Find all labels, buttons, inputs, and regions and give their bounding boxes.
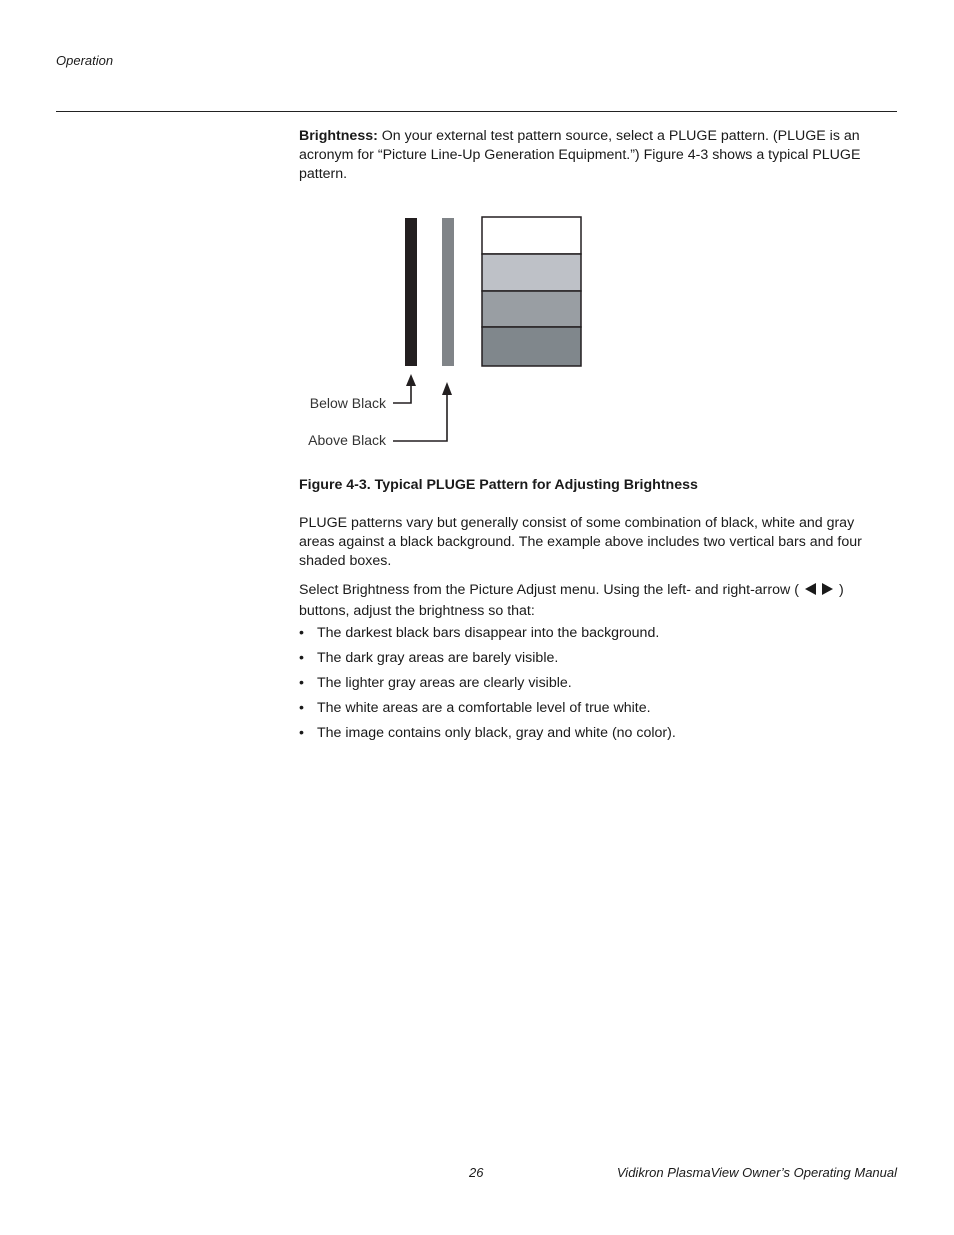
bullet-icon: • [299,650,304,666]
below-black-label: Below Black [309,395,386,411]
instructions-before: Select Brightness from the Picture Adjust menu. Using the left- and right-arrow ( [299,582,799,598]
header-rule [56,111,897,112]
figure-caption: Figure 4-3. Typical PLUGE Pattern for Adjusting Brightness [299,477,698,493]
arrowhead-up-icon [442,382,452,395]
list-item: • The white areas are a comfortable level of true white. [299,700,651,716]
bullet-icon: • [299,725,304,741]
right-triangle-icon [822,583,833,595]
below-black-pointer [393,374,416,403]
instructions-paragraph [299,581,884,621]
manual-title: Vidikron PlasmaView Owner’s Operating Manual [616,1165,897,1180]
list-item: • The darkest black bars disappear into the background. [299,625,660,641]
intro-paragraph [299,127,884,184]
pluge-description: PLUGE patterns vary but generally consist of some combination of black, white and gray areas against a black background. The example above includes two vertical bars and four shaded boxes. [299,515,862,569]
bullet-icon: • [299,700,304,716]
below-black-bar [405,218,417,366]
list-item: • The image contains only black, gray and white (no color). [299,725,676,741]
arrow-buttons-glyphs [801,582,837,602]
above-black-pointer [393,382,452,441]
box-dark-gray [482,327,581,366]
above-black-label: Above Black [308,432,386,448]
box-mid-gray [482,291,581,327]
left-triangle-icon [805,583,816,595]
list-item: • The dark gray areas are barely visible. [299,650,559,666]
adjustment-checklist [299,624,884,749]
bullet-icon: • [299,675,304,691]
running-header: Operation [56,53,114,68]
instructions-after: ) buttons, adjust the brightness so that: [299,582,844,619]
page-number: 26 [469,1165,484,1180]
box-light-gray [482,254,581,291]
pluge-pattern-figure [295,210,595,455]
box-white [482,217,581,254]
intro-text: On your external test pattern source, select a PLUGE pattern. (PLUGE is an acronym for “Picture Line-Up Generation Equipment.”) Figure 4-3 shows a typical PLUGE pattern. [299,128,861,182]
list-item: • The lighter gray areas are clearly visible. [299,675,572,691]
bullet-icon: • [299,625,304,641]
above-black-bar [442,218,454,366]
arrowhead-up-icon [406,374,416,386]
intro-lead: Brightness: [299,128,378,144]
